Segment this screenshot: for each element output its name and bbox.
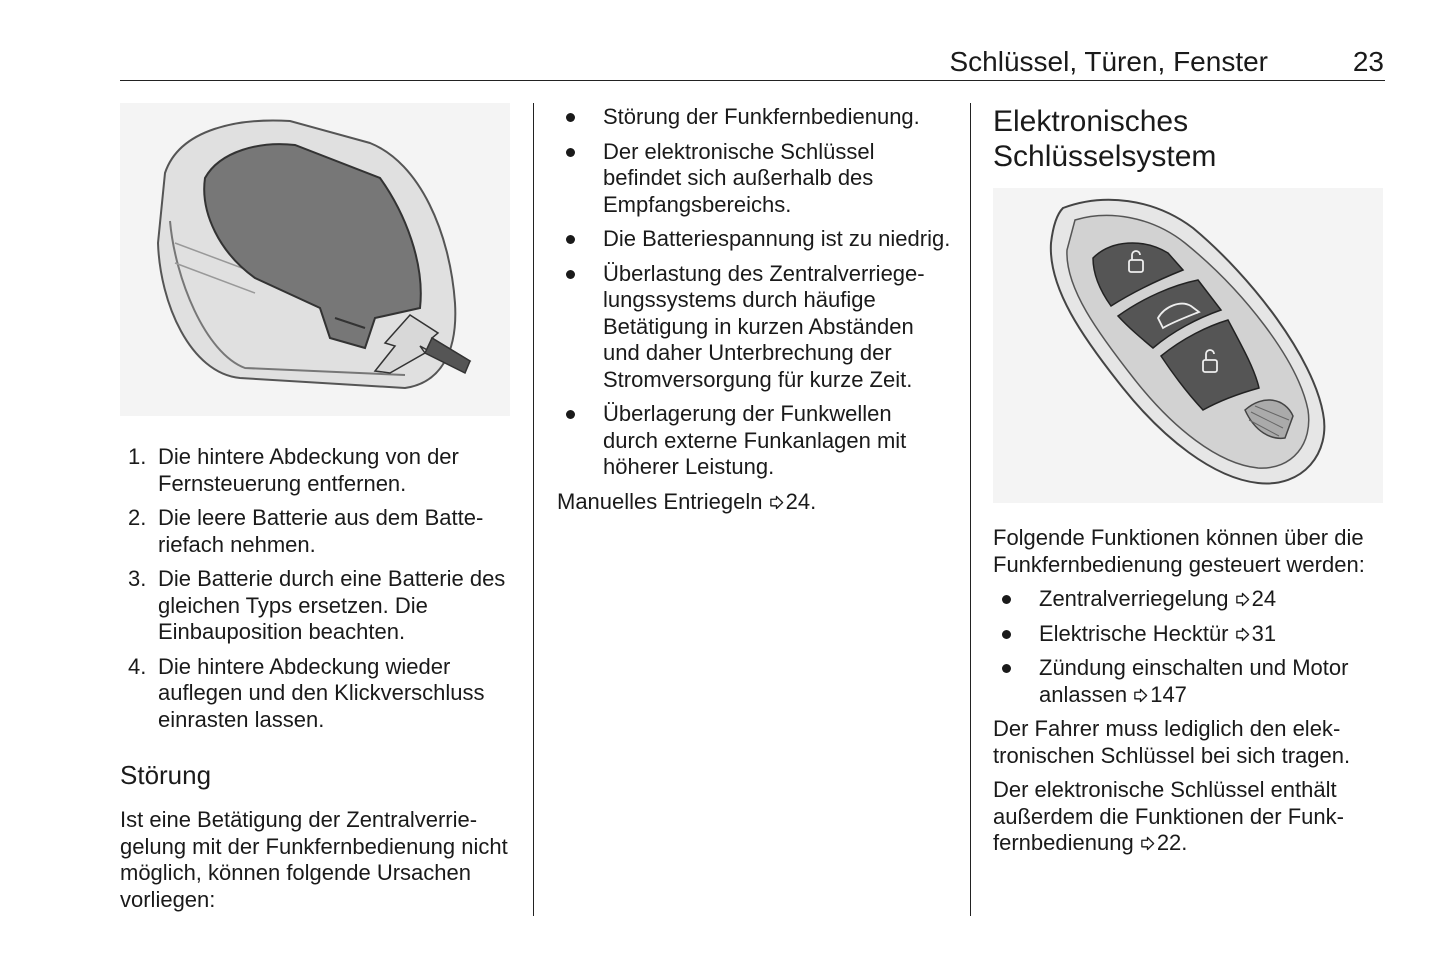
list-item: Die Batteriespannung ist zu niedrig. (557, 226, 952, 253)
functions-intro: Folgende Funktionen können über die Funkfernbedienung gesteuert werden: (993, 525, 1365, 577)
list-item[interactable]: Zentralverriegelung 24 (993, 586, 1385, 613)
page-reference-arrow-icon (1235, 592, 1250, 607)
list-item: 1. Die hintere Abdeckung von der Fernsteuerung entfernen. (128, 444, 459, 496)
list-item: Störung der Funkfernbedienung. (557, 104, 952, 131)
page-reference-arrow-icon (769, 495, 784, 510)
bullet-icon (1002, 630, 1011, 639)
column-divider-right (970, 103, 971, 916)
bullet-icon (566, 113, 575, 122)
fault-causes-list (557, 104, 952, 481)
bullet-icon (566, 235, 575, 244)
page-reference-arrow-icon (1140, 836, 1155, 851)
list-item: 3. Die Batterie durch eine Batterie des gleichen Typs ersetzen. Die Einbauposition beachten. (128, 566, 506, 644)
key-battery-cover-illustration (120, 103, 510, 416)
running-header-title: Schlüssel, Türen, Fenster (949, 46, 1268, 77)
key-functions-paragraph[interactable]: Der elektronische Schlüssel enthält außerdem die Funktionen der Funkfernbedienung 22. (993, 777, 1344, 855)
remote-functions-list (993, 586, 1385, 708)
stoerung-paragraph: Ist eine Betätigung der Zentralverriegelung mit der Funkfernbedienung nicht möglich, können folgende Ursachen vorliegen: (120, 807, 508, 912)
list-item[interactable]: Elektrische Hecktür 31 (993, 621, 1385, 648)
list-item: 4. Die hintere Abdeckung wieder auflegen und den Klickverschluss einrasten lassen. (128, 653, 485, 732)
list-item: 2. Die leere Batterie aus dem Batteriefach nehmen. (128, 505, 484, 557)
page-reference-arrow-icon (1235, 627, 1250, 642)
driver-carry-key-paragraph: Der Fahrer muss lediglich den elektronischen Schlüssel bei sich tragen. (993, 716, 1351, 768)
manual-unlock-reference[interactable]: Manuelles Entriegeln 24. (557, 488, 817, 514)
column-left (120, 103, 515, 921)
page-number: 23 (1352, 46, 1384, 77)
section-heading-electronic-key-system: Elektronisches Schlüsselsystem (993, 105, 1217, 173)
page-reference-arrow-icon (1133, 688, 1148, 703)
list-item: Überlagerung der Funkwellen durch externe Funkanlagen mit höherer Leistung. (557, 401, 952, 481)
bullet-icon (566, 410, 575, 419)
list-item: Überlastung des Zentralverriegelungssystems durch häufige Betätigung in kurzen Abständen und daher Unterbrechung der Stromversorgung für kurze Zeit. (557, 261, 952, 394)
header-rule (120, 80, 1385, 81)
column-middle (557, 104, 952, 523)
bullet-icon (566, 270, 575, 279)
electronic-key-fob-illustration (993, 188, 1383, 503)
bullet-icon (1002, 595, 1011, 604)
section-heading-stoerung: Störung (120, 760, 212, 790)
column-divider-left (533, 103, 534, 916)
bullet-icon (1002, 664, 1011, 673)
bullet-icon (566, 148, 575, 157)
list-item: Der elektronische Schlüssel befindet sich außerhalb des Empfangsbereichs. (557, 139, 952, 219)
list-item[interactable]: Zündung einschalten und Motor anlassen 147 (993, 655, 1385, 708)
column-right (993, 104, 1385, 865)
battery-replacement-steps (120, 444, 515, 733)
